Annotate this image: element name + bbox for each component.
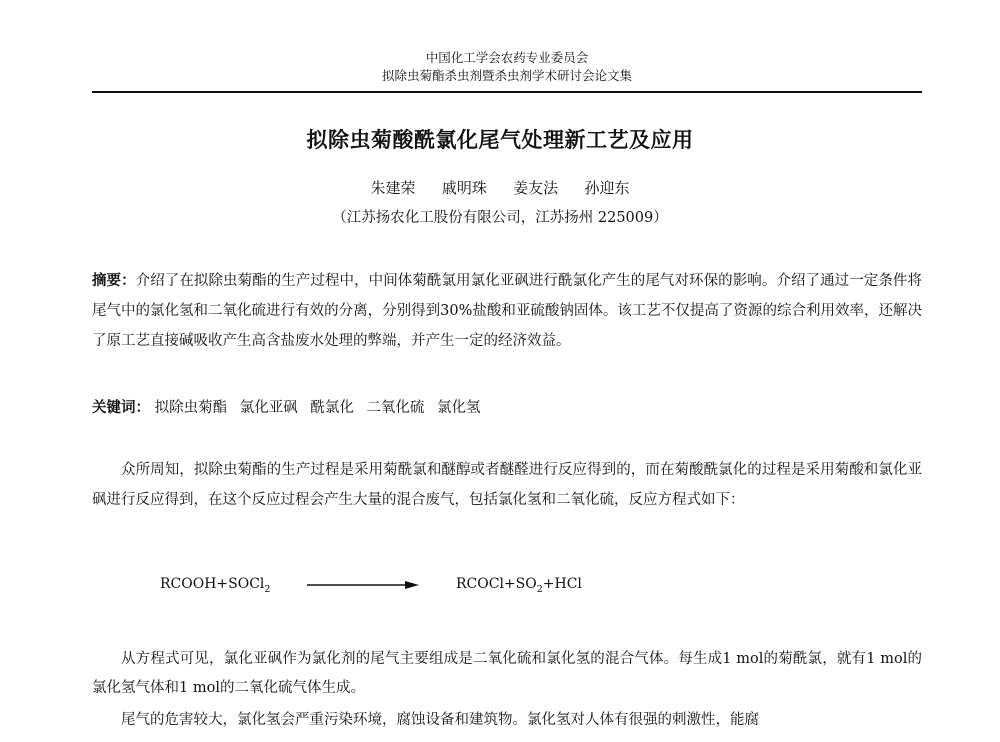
affiliation: （江苏扬农化工股份有限公司，江苏扬州 225009）	[332, 210, 668, 226]
keyword: 拟除虫菊酯	[154, 400, 228, 416]
body-paragraph-3: 尾气的危害较大，氯化氢会严重污染环境，腐蚀设备和建筑物。氯化氢对人体有很强的刺激性，能腐	[121, 712, 759, 728]
abstract-label: 摘要：	[92, 273, 136, 289]
keyword: 氯化亚砜	[239, 400, 298, 416]
keywords-label: 关键词：	[92, 400, 150, 416]
products-text-1: RCOCl+SO	[456, 576, 537, 592]
author-list	[0, 177, 1000, 198]
running-header	[92, 49, 922, 85]
author-name: 朱建荣	[370, 179, 416, 197]
author-name: 姜友法	[513, 179, 559, 197]
keywords	[92, 397, 922, 419]
products-subscript: 2	[536, 583, 543, 595]
keyword: 酰氯化	[310, 400, 354, 416]
header-rule	[92, 91, 922, 93]
keyword: 二氧化硫	[366, 400, 425, 416]
abstract-text: 介绍了在拟除虫菊酯的生产过程中，中间体菊酰氯用氯化亚砜进行酰氯化产生的尾气对环保的影响。介绍了通过一定条件将尾气中的氯化氢和二氧化硫进行有效的分离，分别得到30%盐酸和亚硫酸钠固体。该工艺不仅提高了资源的综合利用效率，还解决了原工艺直接碱吸收产生高含盐废水处理的弊端，并产生一定的经济效益。	[92, 273, 922, 349]
reaction-arrow-icon	[307, 578, 419, 592]
products-text-2: +HCl	[542, 576, 582, 592]
body-paragraph-2: 从方程式可见，氯化亚砜作为氯化剂的尾气主要组成是二氧化硫和氯化氢的混合气体。每生成1 mol的菊酰氯，就有1 mol的氯化氢气体和1 mol的二氧化硫气体生成。	[92, 651, 922, 696]
paper-title: 拟除虫菊酸酰氯化尾气处理新工艺及应用	[306, 128, 694, 152]
author-name: 孙迎东	[584, 179, 630, 197]
reactants-subscript: 2	[264, 583, 271, 595]
equation-reactants	[160, 576, 270, 595]
keyword: 氯化氢	[437, 400, 481, 416]
header-line-2: 拟除虫菊酯杀虫剂暨杀虫剂学术研讨会论文集	[381, 68, 632, 83]
header-line-1: 中国化工学会农药专业委员会	[425, 50, 589, 65]
author-name: 戚明珠	[441, 179, 487, 197]
body-paragraph-1: 众所周知，拟除虫菊酯的生产过程是采用菊酰氯和醚醇或者醚醛进行反应得到的，而在菊酸酰氯化的过程是采用菊酸和氯化亚砜进行反应得到，在这个反应过程会产生大量的混合废气，包括氯化氢和二氧化硫，反应方程式如下：	[92, 462, 922, 508]
reactants-text: RCOOH+SOCl	[160, 576, 265, 592]
abstract	[92, 266, 922, 356]
equation-products	[456, 576, 582, 595]
